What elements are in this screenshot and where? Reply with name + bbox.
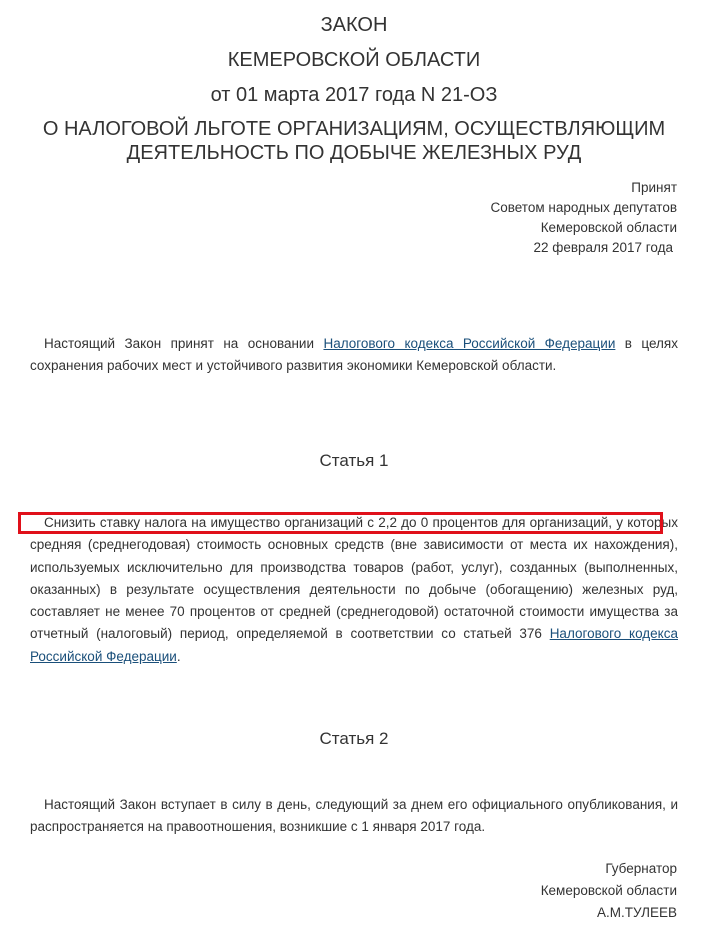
signature-name: А.М.ТУЛЕЕВ <box>597 905 677 920</box>
article-1-paragraph <box>30 512 678 668</box>
article-2-heading: Статья 2 <box>319 729 389 748</box>
article-1-heading: Статья 1 <box>319 451 389 470</box>
adopted-block <box>490 178 677 258</box>
adopted-date-line: 22 февраля 2017 года <box>533 240 673 255</box>
preamble-paragraph <box>30 333 678 378</box>
adopted-line: Принят <box>631 180 677 195</box>
region-heading: КЕМЕРОВСКОЙ ОБЛАСТИ <box>227 49 481 71</box>
article-1-text: Снизить ставку налога на имущество организаций с 2,2 до 0 процентов для организаций, у которых средняя (среднегодовая) стоимость основных средств (вне зависимости от места их нахождения), используемых исключительно для производства товаров (работ, услуг), созданных (выполненных, оказанных) в результате осуществления деятельности по добыче (обогащению) железных руд, составляет не менее 70 процентов от средней (среднегодовой) остаточной стоимости имущества за отчетный (налоговый) период, определяемой в соответствии со статьей 376 <box>30 515 678 642</box>
tax-code-link[interactable]: Налогового кодекса Российской Федерации <box>323 336 616 351</box>
law-title-line1: О НАЛОГОВОЙ ЛЬГОТЕ ОРГАНИЗАЦИЯМ, ОСУЩЕСТВЛЯЮЩИМ <box>42 118 666 140</box>
doc-type-heading: ЗАКОН <box>320 14 388 36</box>
preamble-text-end: в целях сохранения рабочих мест и устойчивого развития экономики Кемеровской области. <box>30 336 678 374</box>
date-number-heading: от 01 марта 2017 года N 21-ОЗ <box>210 84 498 106</box>
signature-region: Кемеровской области <box>540 883 677 898</box>
signature-position: Губернатор <box>605 861 677 876</box>
article-2-paragraph: Настоящий Закон вступает в силу в день, следующий за днем его официального опубликования, и распространяется на правоотношения, возникшие с 1 января 2017 года. <box>30 797 678 835</box>
law-title-line2: ДЕЯТЕЛЬНОСТЬ ПО ДОБЫЧЕ ЖЕЛЕЗНЫХ РУД <box>126 142 582 164</box>
article-1-text-end: . <box>176 648 181 664</box>
tax-code-link-article-1[interactable]: Налогового кодекса Российской Федерации <box>30 626 678 664</box>
signature-block <box>541 858 677 924</box>
preamble-text-start: Настоящий Закон принят на основании <box>44 336 324 351</box>
adopted-by-line: Советом народных депутатов <box>490 200 677 215</box>
adopted-region-line: Кемеровской области <box>540 220 677 235</box>
